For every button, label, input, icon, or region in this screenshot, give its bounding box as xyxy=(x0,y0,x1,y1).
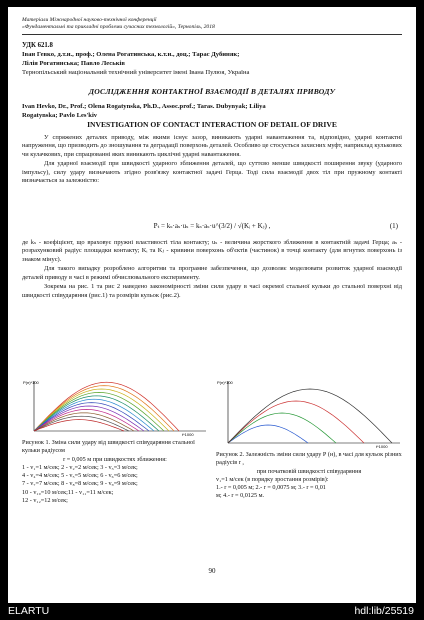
authors-en: Ivan Hevko, Dr., Prof.; Olena Rogatynska, Ph.D., Assoc.prof.; Taras. Dubynyak; Liliya Rogatynska; Pavlo Les'kiv xyxy=(22,103,266,119)
figure-2-plot xyxy=(216,377,402,449)
figure-2-curve-4 xyxy=(228,389,392,443)
body-text-top xyxy=(22,134,402,187)
figure-1-plot xyxy=(22,377,208,437)
figure-2 xyxy=(216,377,402,449)
figure-2-curve-1 xyxy=(228,425,308,443)
formula-1: Pₜ = kₛ·aₛ·uₛ = kₛ·aₛ·u^(3/2) / √(Kᵢ + Kⱼ) , (1) xyxy=(153,222,398,230)
udc-code: УДК 621.8 xyxy=(22,42,53,49)
paragraph: Зокрема на рис. 1 та рис 2 наведено закономірності зміни сили удару в часі окремої стальної кульки до стальної поверхні від швидкості співударяння (рис.1) та розмірів кульок (рис.2). xyxy=(22,283,402,299)
affiliation: Тернопільський національний технічний університет імені Івана Пулюя, Україна xyxy=(22,69,250,76)
conference-header: Матеріали Міжнародної науково-технічної конференції «Фундаментальні та прикладні проблеми сучасних технологій», Тернопіль, 2018 xyxy=(22,17,215,31)
figure-1 xyxy=(22,377,208,437)
repository-name: ELARTU xyxy=(8,605,50,617)
header-rule xyxy=(22,34,402,35)
paragraph: де kₛ - коефіцієнт, що враховує пружні властивості тіла контакту; uₛ - величина жорсткого зближення в контактній задачі Герца; aₛ - розрахунковий радіус площадки контакту; Kᵢ та Kⱼ - кривини поверхонь об'єктів (частинок) в точці контакту (для вгнутих поверхонь із знаком мінус). xyxy=(22,239,402,263)
figure-2-caption: Рисунок 2. Залежність зміни сили удару Р (н), в часі для кульок різних радіусів r , при початковій швидкості співударяння v₁=1 м/сек (в порядку зростання розмірів): 1.- r = 0,005 м; 2.- r = 0,0075 м; 3.- r = 0,01 м; 4.- r = 0,0125 м. xyxy=(216,451,402,500)
paper-page xyxy=(8,7,416,603)
figure-1-xlabel: t*1000 xyxy=(182,432,194,437)
figure-2-curves xyxy=(228,389,392,443)
body-text-bottom xyxy=(22,239,402,301)
figure-2-xlabel: t*1000 xyxy=(376,444,388,449)
authors-ua: Іван Гевко, д.т.н., проф.; Олена Рогатинська, к.т.н., доц.; Тарас Дубиняк; Лілія Рогатинська; Павло Леськів xyxy=(22,51,240,67)
handle-id: hdl:lib/25519 xyxy=(354,605,414,617)
figure-1-ylabel: Р(н)*100 xyxy=(23,380,39,385)
figure-2-ylabel: Р(н)*100 xyxy=(217,380,233,385)
page-number: 90 xyxy=(208,567,216,575)
title-en: INVESTIGATION OF CONTACT INTERACTION OF DETAIL OF DRIVE xyxy=(87,120,337,129)
formula-number: (1) xyxy=(389,222,398,230)
paragraph: У спряжених деталях приводу, між якими існує зазор, виникають ударні навантаження та, відповідно, ударні контактні напруження, що призводить до зношування та деградації поверхонь деталей. Особливо це стосується захисних муфт, наприклад кулькових чи кулачкових, при спрацюванні яких виникають циклічні ударні навантаження. xyxy=(22,134,402,158)
title-ua: ДОСЛІДЖЕННЯ КОНТАКТНОЇ ВЗАЄМОДІЇ В ДЕТАЛЯХ ПРИВОДУ xyxy=(88,87,336,96)
figure-1-caption: Рисунок 1. Зміна сили удару від швидкості співударяння стальної кульки радіусом r = 0,005 м при швидкостях зближення: 1 - v₁=1 м/сек; 2 - v₂=2 м/сек; 3 - v₃=3 м/сек; 4 - v₄=4 м/сек; 5 - v₅=5 м/сек; 6 - v₆=6 м/сек; 7 - v₇=7 м/сек; 8 - v₈=8 м/сек; 9 - v₉=9 м/сек; 10 - v₁₀=10 м/сек;11 - v₁₁=11 м/сек; 12 - v₁₂=12 м/сек; xyxy=(22,439,195,505)
repository-footer xyxy=(0,603,424,620)
figure-1-curves xyxy=(34,382,179,431)
paragraph: Для ударної взаємодії при швидкості ударного зближення деталей, що суттєво менше швидкості поширення звуку (ударного імпульсу), силу удару визначають згідно розв'язку контактної задачі Герца. Тоді сила взаємодії двох тіл при пружному контакті визначається за залежністю: xyxy=(22,160,402,185)
paragraph: Для такого випадку розроблено алгоритми та програмне забезпечення, що дозволяє моделювати розвиток ударної взаємодії деталей приводу в часі в режимі обчислювального експерименту. xyxy=(22,265,402,281)
